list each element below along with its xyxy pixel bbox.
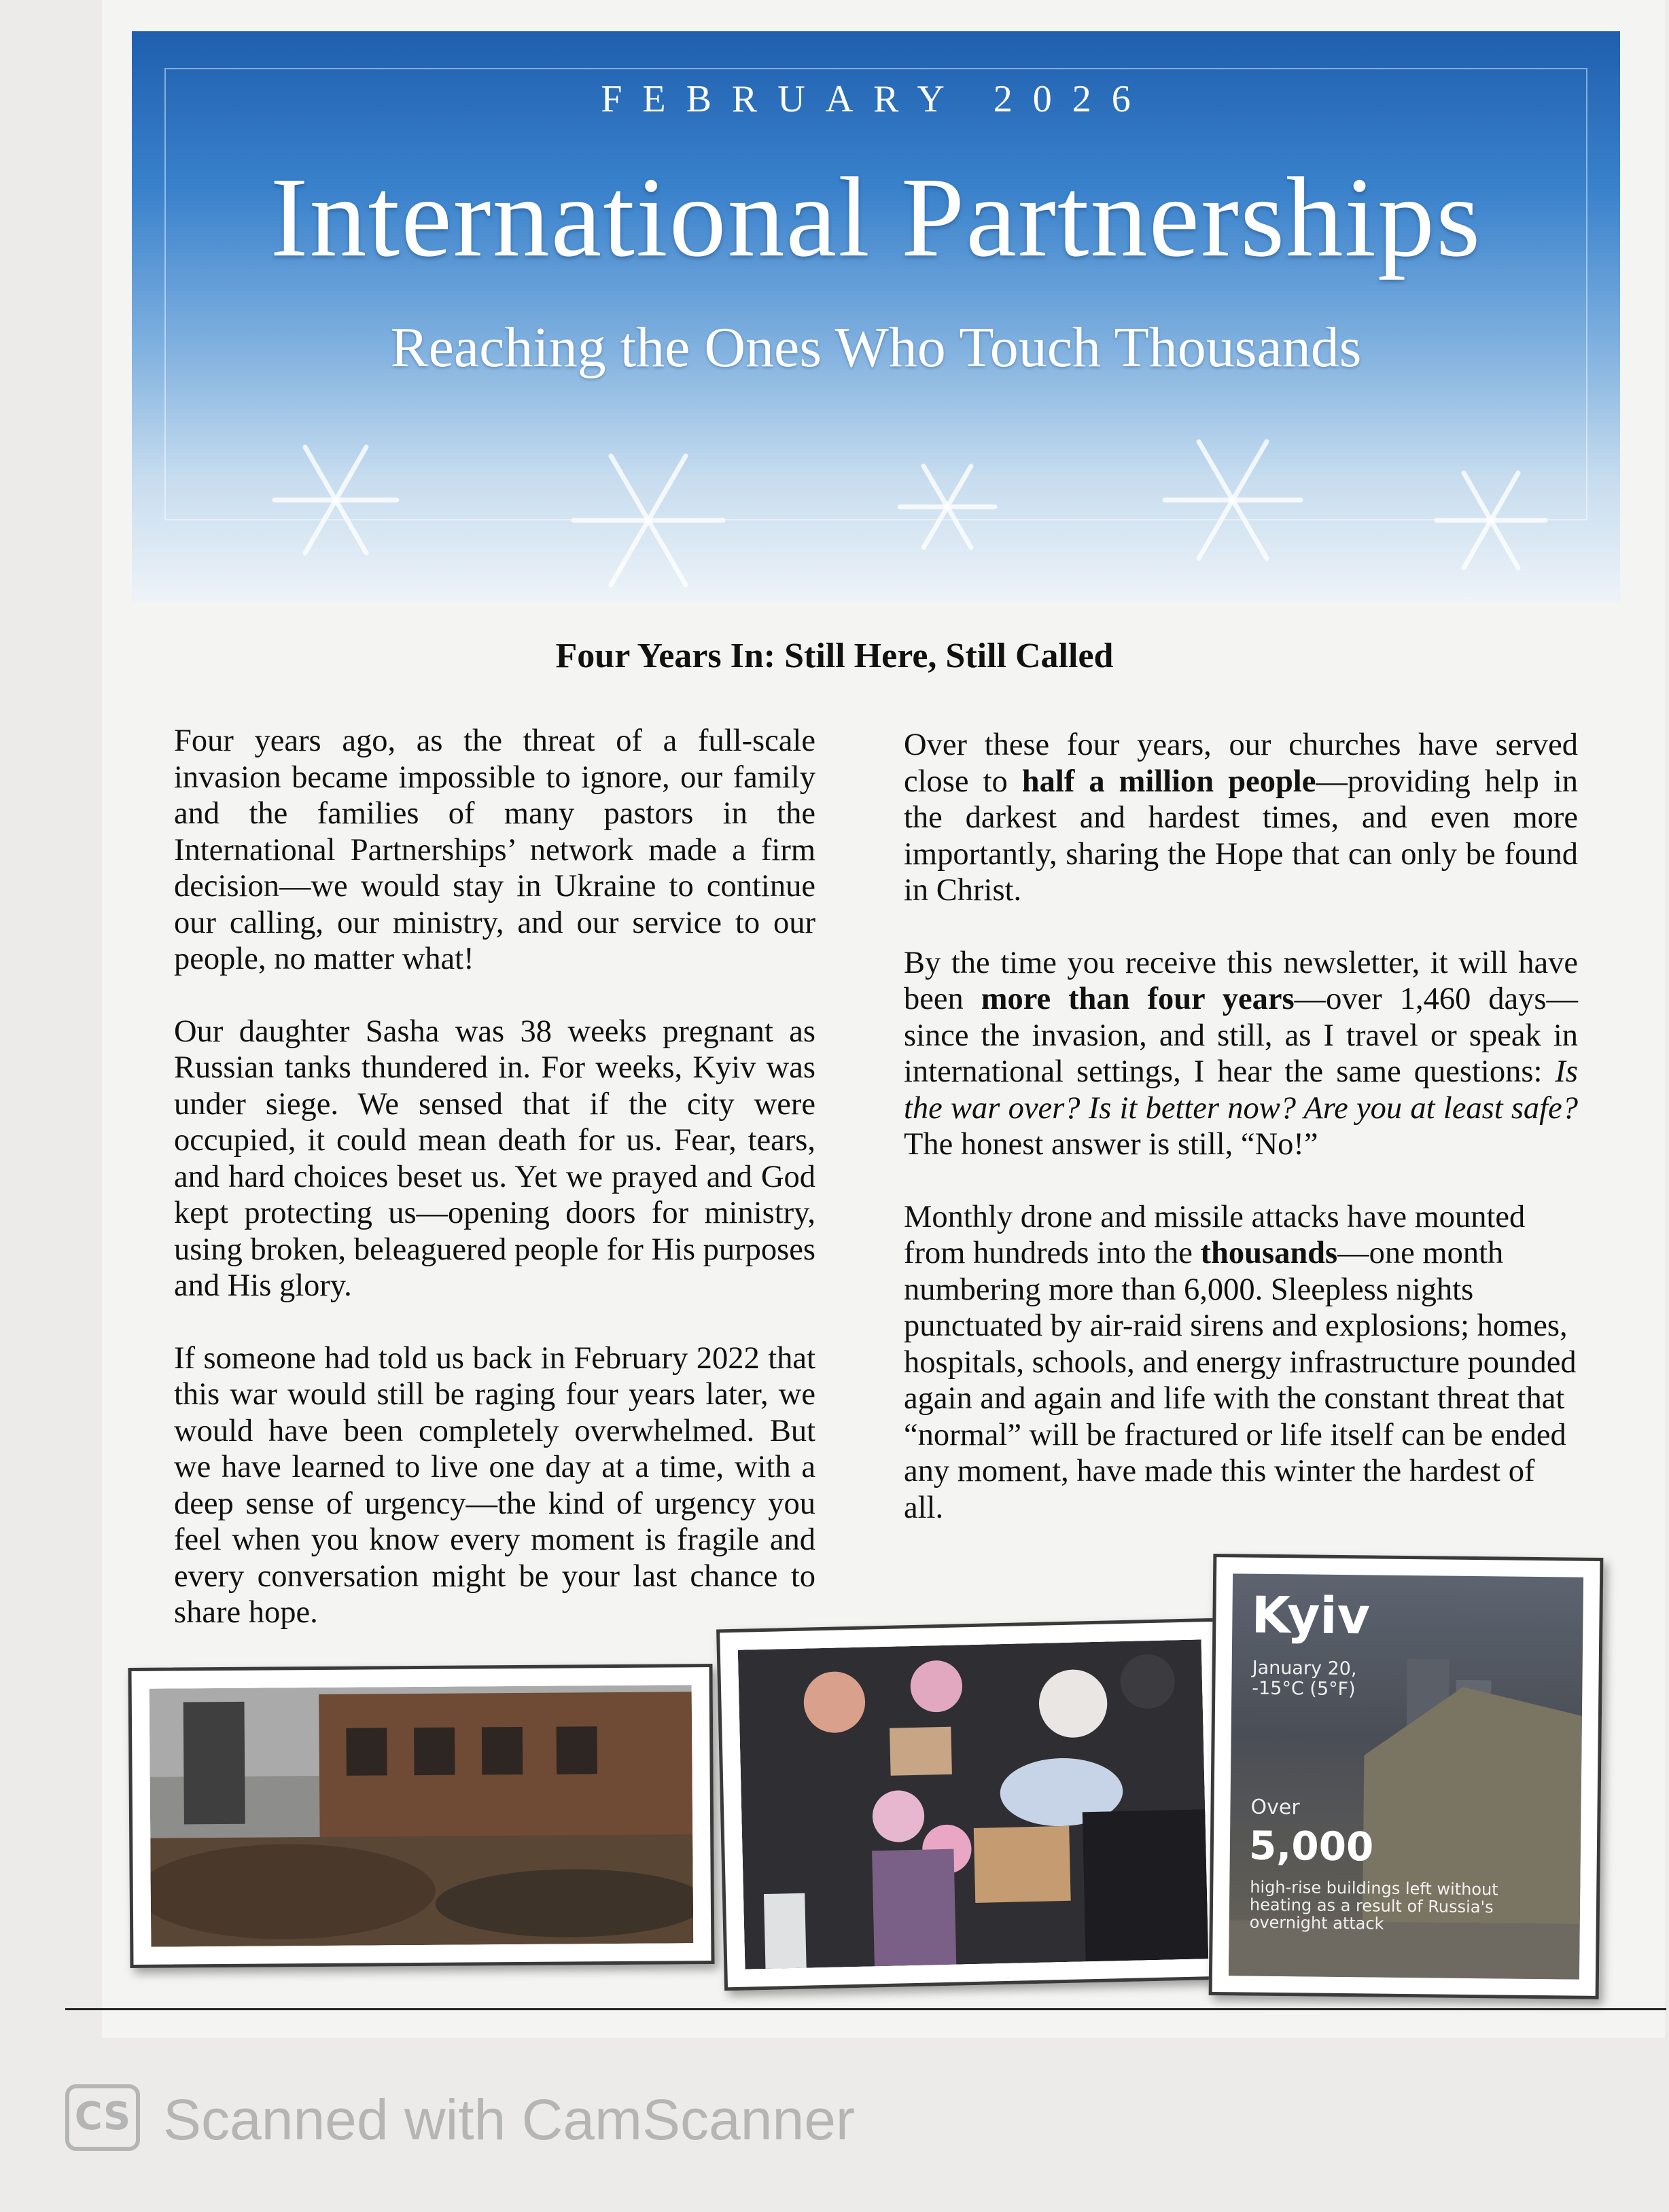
paragraph: Our daughter Sasha was 38 weeks pregnant as Russian tanks thundered in. For weeks, Kyiv was under siege. We sensed that if the city were occupied, it could mean death for us. Fear, tears, and hard choices beset us. Yet we prayed and God kept protecting us—opening doors for ministry, using broken, beleaguered people for His purposes and His glory. [174, 1014, 815, 1303]
photo-kyiv-infographic [1209, 1554, 1604, 1999]
divider-line [65, 2008, 1666, 2010]
paragraph: Monthly drone and missile attacks have mounted from hundreds into the thousands—one month numbering more than 6,000. Sleepless nights punctuated by air-raid sirens and explosions; homes, hospitals, schools, and energy infrastructure pounded again and again and life with the constant threat that “normal” will be fractured or life itself can be ended any moment, have made this winter the hardest of all. [904, 1199, 1577, 1525]
issue-date: FEBRUARY 2026 [601, 78, 1151, 120]
right-column [904, 727, 1578, 1562]
newsletter-header [132, 31, 1620, 602]
kyiv-date-temp: January 20, -15°C (5°F) [1252, 1657, 1357, 1700]
paragraph: By the time you receive this newsletter, it will have been more than four years—over 1,460 days—since the invasion, and still, as I travel or speak in international settings, I hear the same questions: Is the war over? Is it better now? Are you at least safe? The honest answer is still, “No!” [904, 945, 1578, 1162]
photo-destroyed-buildings [128, 1664, 714, 1968]
left-column [174, 723, 815, 1667]
newsletter-title: International Partnerships [270, 154, 1482, 281]
paragraph: If someone had told us back in February 2022 that this war would still be raging four years later, we would have been completely overwhelmed. But we have learned to live one day at a time, with a deep sense of urgency—the kind of urgency you feel when you know every moment is fragile and every conversation might be your last chance to share hope. [174, 1340, 815, 1630]
photo-image [738, 1639, 1208, 1969]
kyiv-infographic [1229, 1573, 1583, 1979]
paragraph: Four years ago, as the threat of a full-scale invasion became impossible to ignore, our family and the families of many pastors in the International Partnerships’ network made a firm decision—we would stay in Ukraine to continue our calling, our ministry, and our service to our people, no matter what! [174, 724, 815, 976]
photo-aid-distribution [716, 1618, 1230, 1991]
camscanner-logo-icon: CS [65, 2084, 140, 2151]
kyiv-caption: high-rise buildings left without heating as a result of Russia's overnight attack [1249, 1877, 1498, 1933]
article-title: Four Years In: Still Here, Still Called [555, 637, 1114, 675]
newsletter-subtitle: Reaching the Ones Who Touch Thousands [390, 316, 1362, 379]
camscanner-text: Scanned with CamScanner [163, 2088, 855, 2152]
kyiv-over-label: Over [1250, 1795, 1300, 1820]
kyiv-city-title: Kyiv [1251, 1586, 1371, 1646]
header-frame [164, 68, 1587, 520]
photo-image [150, 1685, 694, 1947]
paragraph: Over these four years, our churches have served close to half a million people—providing help in the darkest and hardest times, and even more importantly, sharing the Hope that can only be found in Christ. [904, 728, 1578, 908]
kyiv-building-count: 5,000 [1248, 1822, 1374, 1870]
